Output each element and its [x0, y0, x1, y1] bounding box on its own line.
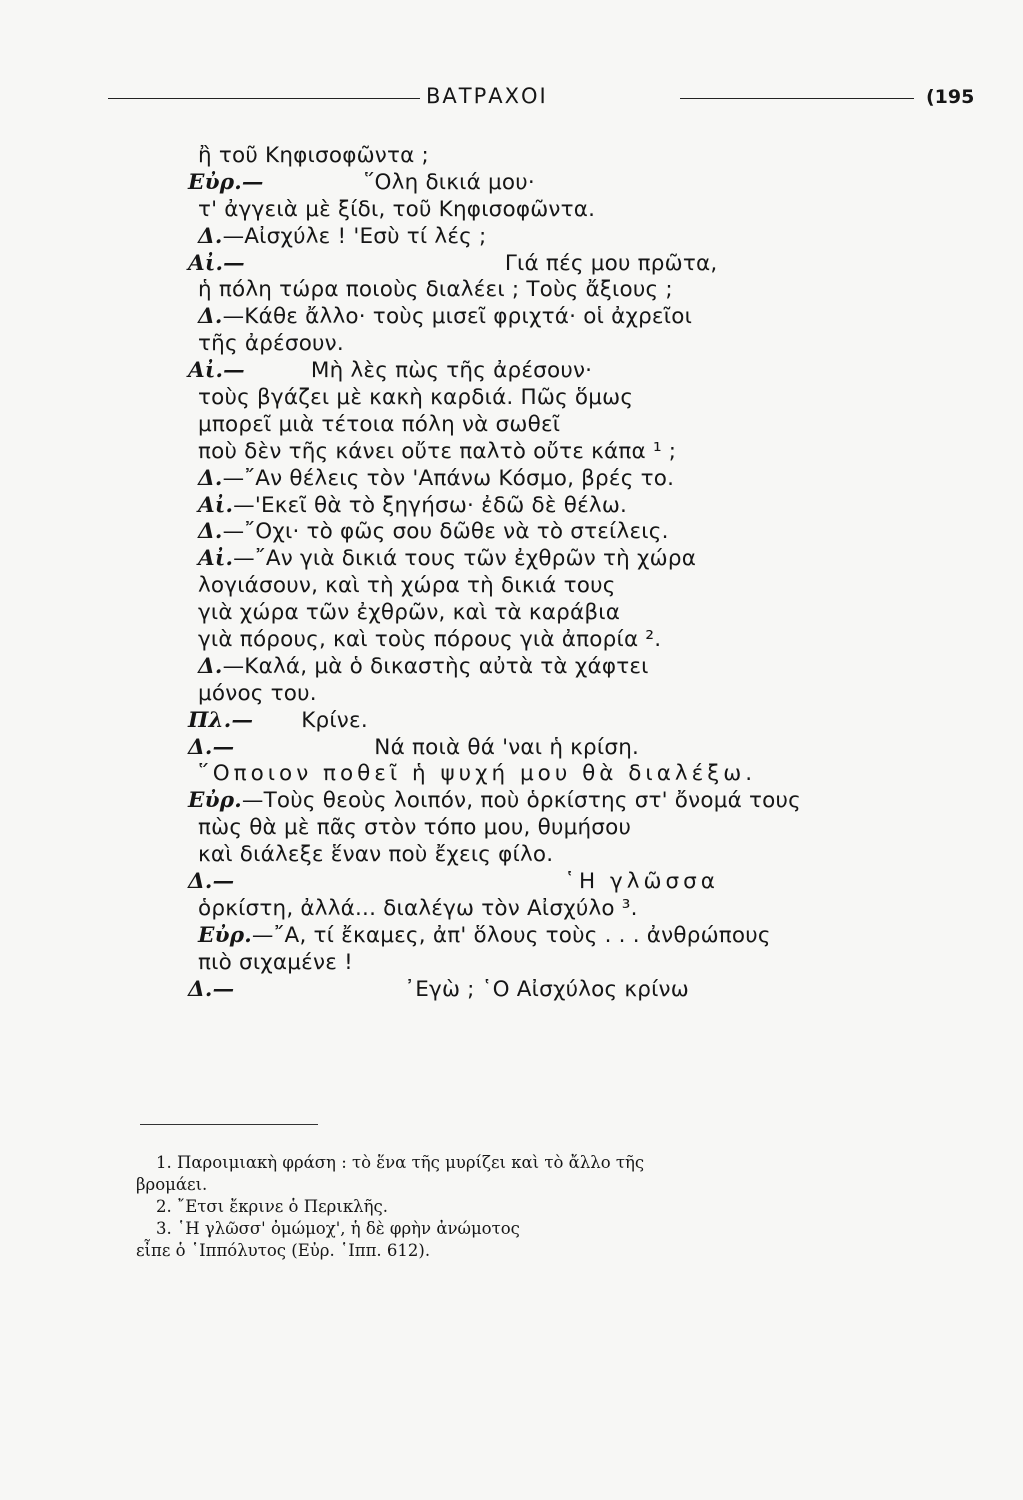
verse-line: [188, 412, 908, 439]
footnote-line: εἶπε ὁ ῾Ιππόλυτος (Εὐρ. ῾Ιππ. 612).: [136, 1241, 431, 1260]
speaker-label: Δ.—: [188, 734, 235, 760]
speaker-label: Εὐρ.: [198, 922, 252, 948]
verse-line: [188, 224, 908, 251]
speaker-label: Αἰ.: [198, 546, 234, 572]
verse-text-line: —῎Οχι· τὸ φῶς σου δῶθε νὰ τὸ στείλεις.: [222, 519, 669, 545]
speaker-label: Δ.: [198, 223, 223, 249]
verse-line: [188, 923, 908, 950]
speaker-label: Δ.: [198, 519, 223, 545]
footnote-rule: [140, 1124, 318, 1125]
verse-line: [188, 466, 908, 493]
footnotes: [136, 1152, 896, 1262]
verse-text-line: μπορεῖ μιὰ τέτοια πόλη νὰ σωθεῖ: [198, 411, 561, 437]
speaker-label: Πλ.—: [188, 707, 254, 733]
running-title: ΒΑΤΡΑΧΟΙ: [426, 84, 548, 108]
verse-text-line: γιὰ χώρα τῶν ἐχθρῶν, καὶ τὰ καράβια: [198, 600, 621, 626]
speaker-label: Δ.: [198, 465, 223, 491]
verse-text: [188, 143, 908, 1004]
verse-text-line: ῞Ολη δικιά μου·: [363, 169, 535, 195]
verse-text-line: τ' ἀγγειὰ μὲ ξίδι, τοῦ Κηφισοφῶντα.: [198, 196, 596, 222]
verse-line: [188, 251, 908, 278]
verse-line: [188, 627, 908, 654]
verse-text-line: γιὰ πόρους, καὶ τοὺς πόρους γιὰ ἀπορία ².: [198, 627, 662, 653]
verse-line: [188, 788, 908, 815]
verse-text-line: —῎Α, τί ἔκαμες, ἀπ' ὅλους τοὺς . . . ἀνθρώπους: [251, 922, 771, 948]
verse-text-line: Νά ποιὰ θά 'ναι ἡ κρίση.: [374, 734, 640, 760]
verse-text-line: Γιά πές μου πρῶτα,: [504, 250, 718, 276]
verse-line: [188, 439, 908, 466]
verse-text-line: —Κάθε ἄλλο· τοὺς μισεῖ φριχτά· οἱ ἀχρεῖοι: [222, 304, 693, 330]
verse-line: [188, 277, 908, 304]
verse-line: [188, 950, 908, 977]
footnote-line: βρομάει.: [136, 1175, 208, 1194]
verse-text-line: ῞Οποιον ποθεῖ ἡ ψυχή μου θὰ διαλέξω.: [198, 761, 757, 787]
verse-text-line: καὶ διάλεξε ἕναν ποὺ ἔχεις φίλο.: [198, 842, 554, 868]
verse-text-line: —Καλά, μὰ ὁ δικαστὴς αὐτὰ τὰ χάφτει: [222, 653, 649, 679]
running-header: [108, 78, 975, 112]
verse-text-line: τοὺς βγάζει μὲ κακὴ καρδιά. Πῶς ὅμως: [198, 385, 634, 411]
verse-text-line: —Τοὺς θεοὺς λοιπόν, ποὺ ὁρκίστης στ' ὄνομά τους: [241, 788, 801, 814]
verse-text-line: πὼς θὰ μὲ πᾶς στὸν τόπο μου, θυμήσου: [198, 815, 632, 841]
verse-text-line: Κρίνε.: [301, 707, 368, 733]
verse-text-line: —'Εκεῖ θὰ τὸ ξηγήσω· ἐδῶ δὲ θέλω.: [233, 492, 628, 518]
verse-line: [188, 573, 908, 600]
footnote-line: 2. ῎Ετσι ἔκρινε ὁ Περικλῆς.: [156, 1197, 388, 1216]
speaker-label: Αἰ.—: [188, 250, 245, 276]
verse-text-line: ἡ πόλη τώρα ποιοὺς διαλέει ; Τοὺς ἄξιους ;: [198, 277, 673, 303]
verse-line: [188, 761, 908, 788]
verse-line: [188, 331, 908, 358]
verse-line: [188, 304, 908, 331]
verse-line: [188, 358, 908, 385]
verse-text-line: —῎Αν θέλεις τὸν 'Απάνω Κόσμο, βρές το.: [222, 465, 675, 491]
verse-line: [188, 815, 908, 842]
verse-text-line: ἢ τοῦ Κηφισοφῶντα ;: [198, 143, 429, 168]
verse-text-line: ποὺ δὲν τῆς κάνει οὔτε παλτὸ οὔτε κάπα ¹ ;: [198, 438, 677, 464]
verse-line: [188, 681, 908, 708]
verse-text-line: ὁρκίστη, ἀλλά... διαλέγω τὸν Αἰσχύλο ³.: [198, 895, 638, 921]
speaker-label: Δ.—: [188, 976, 235, 1002]
verse-text-line: τῆς ἀρέσουν.: [198, 331, 344, 357]
verse-line: [188, 896, 908, 923]
speaker-label: Αἰ.—: [188, 358, 245, 384]
verse-text-line: πιὸ σιχαμένε !: [198, 949, 353, 975]
footnote-line: 1. Παροιμιακὴ φράση : τὸ ἕνα τῆς μυρίζει καὶ τὸ ἄλλο τῆς: [156, 1153, 645, 1172]
verse-line: [188, 600, 908, 627]
verse-text-line: —῎Αν γιὰ δικιά τους τῶν ἐχθρῶν τὴ χώρα: [233, 546, 697, 572]
speaker-label: Δ.: [198, 653, 223, 679]
verse-line: [188, 170, 908, 197]
speaker-label: Εὐρ.—: [188, 169, 264, 195]
verse-line: [188, 708, 908, 735]
verse-line: [188, 385, 908, 412]
header-rule-right: [680, 98, 914, 99]
verse-line: [188, 493, 908, 520]
speaker-label: Εὐρ.: [188, 788, 242, 814]
speaker-label: Αἰ.: [198, 492, 234, 518]
verse-line: [188, 519, 908, 546]
verse-line: [188, 143, 908, 170]
verse-text-line: ᾽Εγὼ ; ῾Ο Αἰσχύλος κρίνω: [404, 976, 689, 1002]
header-rule-left: [108, 98, 420, 99]
footnote-line: 3. ῾Η γλῶσσ' ὀμώμοχ', ἡ δὲ φρὴν ἀνώμοτος: [156, 1219, 520, 1238]
verse-text-line: λογιάσουν, καὶ τὴ χώρα τὴ δικιά τους: [198, 573, 616, 599]
page-number: (195: [926, 86, 975, 108]
speaker-label: Δ.: [198, 304, 223, 330]
verse-line: [188, 654, 908, 681]
verse-text-line: ῾Η γλῶσσα: [564, 869, 719, 895]
verse-line: [188, 197, 908, 224]
verse-line: [188, 842, 908, 869]
verse-line: [188, 977, 908, 1004]
verse-text-line: —Αἰσχύλε ! 'Εσὺ τί λές ;: [222, 223, 487, 249]
verse-line: [188, 546, 908, 573]
speaker-label: Δ.—: [188, 869, 235, 895]
verse-text-line: μόνος του.: [198, 680, 317, 706]
verse-line: [188, 735, 908, 762]
verse-text-line: Μὴ λὲς πὼς τῆς ἀρέσουν·: [310, 358, 593, 384]
verse-line: [188, 869, 908, 896]
